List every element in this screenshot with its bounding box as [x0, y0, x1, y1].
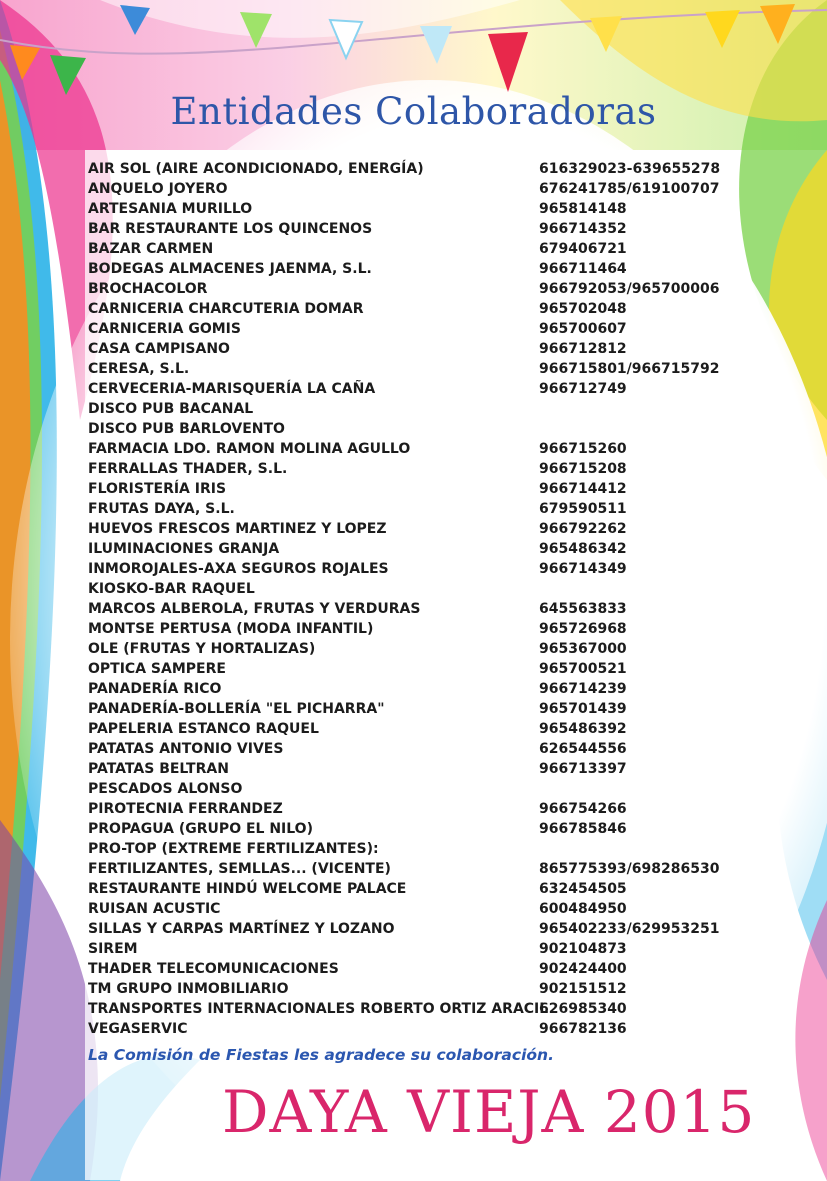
flag-icon — [50, 55, 86, 95]
sponsor-name: KIOSKO-BAR RAQUEL — [88, 581, 255, 597]
sponsor-name: TM GRUPO INMOBILIARIO — [88, 981, 289, 997]
sponsor-name: OPTICA SAMPERE — [88, 661, 226, 677]
sponsor-name: INMOROJALES-AXA SEGUROS ROJALES — [88, 561, 389, 577]
sponsor-name: DISCO PUB BACANAL — [88, 401, 254, 417]
sponsor-name: CERESA, S.L. — [88, 361, 190, 377]
sponsor-phone: 966714239 — [539, 681, 627, 697]
list-item — [88, 879, 728, 899]
sponsor-phone: 679590511 — [539, 501, 627, 517]
sponsor-name: FERTILIZANTES, SEMLLAS... (VICENTE) — [88, 861, 391, 877]
list-item — [88, 299, 728, 319]
sponsor-phone: 966715260 — [539, 441, 627, 457]
flag-icon — [240, 12, 272, 48]
list-item — [88, 559, 728, 579]
sponsor-phone: 965702048 — [539, 301, 627, 317]
sponsor-phone: 676241785/619100707 — [539, 181, 720, 197]
sponsor-name: BAR RESTAURANTE LOS QUINCENOS — [88, 221, 373, 237]
list-item — [88, 679, 728, 699]
sponsor-name: SILLAS Y CARPAS MARTÍNEZ Y LOZANO — [88, 921, 395, 937]
sponsor-phone: 902151512 — [539, 981, 627, 997]
sponsor-phone: 632454505 — [539, 881, 627, 897]
sponsor-name: BROCHACOLOR — [88, 281, 208, 297]
sponsor-phone: 966714412 — [539, 481, 627, 497]
sponsor-phone — [539, 579, 728, 599]
sponsor-name: SIREM — [88, 941, 138, 957]
list-item — [88, 599, 728, 619]
sponsor-phone: 626544556 — [539, 741, 627, 757]
sponsor-name: CARNICERIA GOMIS — [88, 321, 241, 337]
flag-icon — [705, 10, 740, 48]
sponsor-phone: 966715208 — [539, 461, 627, 477]
sponsor-name: ILUMINACIONES GRANJA — [88, 541, 280, 557]
list-item — [88, 179, 728, 199]
sponsor-phone: 966715801/966715792 — [539, 361, 720, 377]
sponsor-name: TRANSPORTES INTERNACIONALES ROBERTO ORTIZ ARACIL — [88, 1001, 549, 1017]
list-item — [88, 859, 728, 879]
list-item — [88, 699, 728, 719]
sponsor-phone: 965700607 — [539, 321, 627, 337]
list-item — [88, 899, 728, 919]
list-item — [88, 419, 728, 439]
list-item — [88, 499, 728, 519]
sponsor-phone: 965486342 — [539, 541, 627, 557]
list-item — [88, 459, 728, 479]
sponsor-phone: 966792053/965700006 — [539, 281, 720, 297]
list-item — [88, 799, 728, 819]
list-item — [88, 819, 728, 839]
flag-icon — [590, 16, 622, 52]
list-item — [88, 999, 728, 1019]
sponsor-phone — [539, 779, 728, 799]
list-item — [88, 719, 728, 739]
list-item — [88, 639, 728, 659]
list-item — [88, 279, 728, 299]
sponsor-phone — [539, 419, 728, 439]
list-item — [88, 739, 728, 759]
sponsor-phone: 616329023-639655278 — [539, 161, 721, 177]
sponsor-name: PRO-TOP (EXTREME FERTILIZANTES): — [88, 841, 379, 857]
sponsor-phone: 965701439 — [539, 701, 627, 717]
sponsor-name: THADER TELECOMUNICACIONES — [88, 961, 339, 977]
list-item — [88, 539, 728, 559]
sponsor-list — [88, 159, 728, 1039]
flag-icon — [760, 4, 795, 44]
sponsor-phone: 966782136 — [539, 1021, 627, 1037]
list-item — [88, 579, 728, 599]
sponsor-name: FARMACIA LDO. RAMON MOLINA AGULLO — [88, 441, 411, 457]
sponsor-name: PESCADOS ALONSO — [88, 781, 243, 797]
sponsor-phone: 966792262 — [539, 521, 627, 537]
sponsor-name: CARNICERIA CHARCUTERIA DOMAR — [88, 301, 364, 317]
sponsor-phone: 965486392 — [539, 721, 627, 737]
sponsor-phone: 865775393/698286530 — [539, 861, 720, 877]
sponsor-name: PATATAS BELTRAN — [88, 761, 229, 777]
list-item — [88, 479, 728, 499]
sponsor-phone: 902424400 — [539, 961, 627, 977]
sponsor-name: CERVECERIA-MARISQUERÍA LA CAÑA — [88, 381, 376, 397]
sponsor-name: PROPAGUA (GRUPO EL NILO) — [88, 821, 313, 837]
sponsor-name: BAZAR CARMEN — [88, 241, 214, 257]
list-item — [88, 199, 728, 219]
sponsor-name: OLE (FRUTAS Y HORTALIZAS) — [88, 641, 316, 657]
sponsor-phone: 965814148 — [539, 201, 627, 217]
list-item — [88, 759, 728, 779]
list-item — [88, 659, 728, 679]
list-item — [88, 959, 728, 979]
list-item — [88, 919, 728, 939]
list-item — [88, 339, 728, 359]
sponsor-name: BODEGAS ALMACENES JAENMA, S.L. — [88, 261, 372, 277]
list-item — [88, 779, 728, 799]
sponsor-name: RUISAN ACUSTIC — [88, 901, 221, 917]
sponsor-phone: 645563833 — [539, 601, 627, 617]
sponsor-phone: 966711464 — [539, 261, 627, 277]
sponsor-name: MONTSE PERTUSA (MODA INFANTIL) — [88, 621, 374, 637]
list-item — [88, 979, 728, 999]
list-item — [88, 1019, 728, 1039]
flag-icon — [10, 45, 40, 80]
list-item — [88, 319, 728, 339]
sponsor-phone: 679406721 — [539, 241, 627, 257]
sponsor-name: DISCO PUB BARLOVENTO — [88, 421, 285, 437]
page-title: Entidades Colaboradoras — [170, 90, 657, 133]
sponsor-phone: 626985340 — [539, 1001, 627, 1017]
sponsor-phone: 966712749 — [539, 381, 627, 397]
sponsor-phone — [539, 399, 728, 419]
sponsor-name: ARTESANIA MURILLO — [88, 201, 253, 217]
sponsor-phone: 966714349 — [539, 561, 627, 577]
thanks-message: La Comisión de Fiestas les agradece su colaboración. — [88, 1046, 554, 1064]
sponsor-name: PANADERÍA-BOLLERÍA "EL PICHARRA" — [88, 701, 385, 717]
sponsor-phone: 600484950 — [539, 901, 627, 917]
sponsor-name: FLORISTERÍA IRIS — [88, 481, 227, 497]
sponsor-name: MARCOS ALBEROLA, FRUTAS Y VERDURAS — [88, 601, 421, 617]
flag-icon — [420, 26, 452, 64]
sponsor-name: ANQUELO JOYERO — [88, 181, 228, 197]
sponsor-name: FRUTAS DAYA, S.L. — [88, 501, 235, 517]
list-item — [88, 439, 728, 459]
list-item — [88, 239, 728, 259]
sponsor-phone: 966714352 — [539, 221, 627, 237]
list-item — [88, 619, 728, 639]
sponsor-phone: 965700521 — [539, 661, 627, 677]
event-title: DAYA VIEJA 2015 — [222, 1078, 756, 1146]
sponsor-name: FERRALLAS THADER, S.L. — [88, 461, 288, 477]
sponsor-phone: 965402233/629953251 — [539, 921, 720, 937]
sponsor-phone: 966785846 — [539, 821, 627, 837]
list-item — [88, 159, 728, 179]
flag-icon — [330, 20, 362, 58]
list-item — [88, 259, 728, 279]
list-item — [88, 219, 728, 239]
sponsor-name: VEGASERVIC — [88, 1021, 188, 1037]
sponsor-name: PATATAS ANTONIO VIVES — [88, 741, 284, 757]
list-item — [88, 399, 728, 419]
sponsor-phone: 965367000 — [539, 641, 627, 657]
sponsor-phone: 965726968 — [539, 621, 627, 637]
sponsor-name: PANADERÍA RICO — [88, 681, 222, 697]
sponsor-phone: 902104873 — [539, 941, 627, 957]
list-item — [88, 939, 728, 959]
list-item — [88, 359, 728, 379]
sponsor-phone: 966713397 — [539, 761, 627, 777]
sponsor-phone: 966712812 — [539, 341, 627, 357]
flag-icon — [488, 32, 528, 92]
list-item — [88, 839, 728, 859]
sponsor-name: CASA CAMPISANO — [88, 341, 230, 357]
sponsor-phone — [539, 839, 728, 859]
list-item — [88, 379, 728, 399]
list-item — [88, 519, 728, 539]
sponsor-name: HUEVOS FRESCOS MARTINEZ Y LOPEZ — [88, 521, 387, 537]
sponsor-name: PAPELERIA ESTANCO RAQUEL — [88, 721, 319, 737]
sponsor-name: AIR SOL (AIRE ACONDICIONADO, ENERGÍA) — [88, 161, 424, 177]
sponsor-phone: 966754266 — [539, 801, 627, 817]
sponsor-name: PIROTECNIA FERRANDEZ — [88, 801, 283, 817]
sponsor-name: RESTAURANTE HINDÚ WELCOME PALACE — [88, 881, 407, 897]
flag-icon — [120, 5, 150, 35]
